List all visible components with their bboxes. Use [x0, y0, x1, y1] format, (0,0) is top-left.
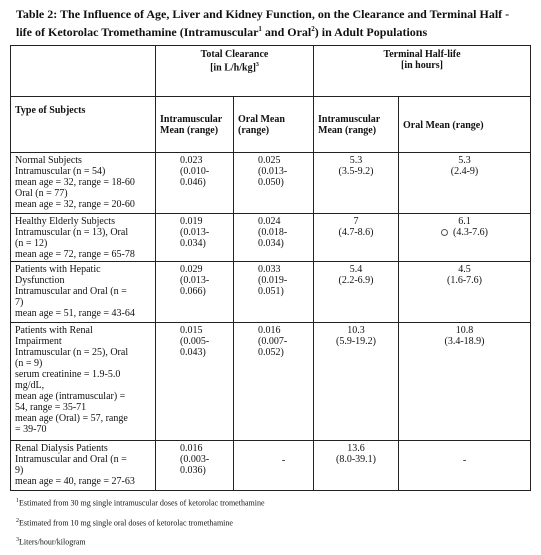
subjects-cell	[11, 262, 156, 323]
clearance-im-cell-line: (0.013-	[180, 275, 210, 286]
subjects-cell-line: Renal Dialysis Patients	[15, 443, 108, 454]
clearance-oral-cell-line: 0.052)	[258, 347, 284, 358]
clearance-oral-cell-line: 0.050)	[258, 177, 284, 188]
clearance-im-cell	[156, 262, 234, 323]
type-of-subjects-header: Type of Subjects	[11, 97, 156, 153]
subjects-cell-line: mean age = 32, range = 18-60	[15, 177, 135, 188]
clearance-im-cell	[156, 214, 234, 262]
clearance-oral-cell-line: (0.018-	[258, 227, 288, 238]
half-life-im-cell	[314, 262, 399, 323]
pharmacokinetics-table	[10, 45, 531, 491]
clearance-im-cell	[156, 441, 234, 491]
title-sup1: 1	[258, 25, 262, 33]
footnote-2-text: Estimated from 10 mg single oral doses of ketorolac tromethamine	[19, 518, 233, 528]
half-life-oral-cell-line: 4.5	[458, 264, 471, 275]
clearance-im-cell-line: 0.046)	[180, 177, 206, 188]
clearance-im-cell-line: (0.010-	[180, 166, 210, 177]
subjects-cell-line: 9)	[15, 465, 24, 476]
subjects-cell-line: Intramuscular (n = 13), Oral	[15, 227, 129, 238]
half-life-oral-cell-line: (1.6-7.6)	[447, 275, 482, 286]
subjects-cell-line: Patients with Renal	[15, 325, 93, 336]
subjects-cell-line: mg/dL,	[15, 380, 45, 391]
subjects-cell-line: Intramuscular (n = 25), Oral	[15, 347, 129, 358]
half-life-im-cell	[314, 441, 399, 491]
subjects-cell-line: Impairment	[15, 336, 62, 347]
clearance-oral-cell	[234, 323, 314, 441]
subjects-cell-line: Dysfunction	[15, 275, 65, 286]
half-life-oral-cell	[399, 323, 531, 441]
clearance-oral-cell-line: 0.034)	[258, 238, 284, 249]
clearance-im-cell-line: (0.005-	[180, 336, 210, 347]
clearance-oral-cell-line: 0.016	[258, 325, 281, 336]
table-row	[11, 441, 531, 491]
subjects-cell-line: 7)	[15, 297, 24, 308]
subjects-cell-line: Healthy Elderly Subjects	[15, 216, 115, 227]
hl-oral-header: Oral Mean (range)	[399, 97, 531, 153]
half-life-im-cell	[314, 153, 399, 214]
clearance-oral-cell-line: -	[281, 455, 286, 466]
half-life-im-cell	[314, 323, 399, 441]
total-clearance-unit: [in L/h/kg]	[210, 62, 256, 74]
clearance-oral-cell-line: 0.051)	[258, 286, 284, 297]
subjects-cell-line: serum creatinine = 1.9-5.0	[15, 369, 121, 380]
half-life-im-cell-line: (8.0-39.1)	[336, 454, 376, 465]
clearance-oral-cell-line: 0.033	[258, 264, 281, 275]
half-life-im-cell-line: 5.4	[349, 264, 363, 275]
clearance-im-cell-line: 0.019	[180, 216, 203, 227]
half-life-oral-cell-line: 10.8	[455, 325, 474, 336]
footnote-3-text: Liters/hour/kilogram	[19, 537, 86, 547]
table-row	[11, 214, 531, 262]
table-row	[11, 323, 531, 441]
subjects-cell-line: Patients with Hepatic	[15, 264, 101, 275]
half-life-oral-cell-line: -	[462, 455, 467, 466]
footnote-3	[16, 535, 531, 548]
clearance-im-cell-line: 0.015	[180, 325, 203, 336]
subjects-cell-line: mean age = 51, range = 43-64	[15, 308, 135, 319]
cl-im-header: Intramuscular Mean (range)	[156, 97, 234, 153]
clearance-oral-cell-line: 0.024	[258, 216, 281, 227]
half-life-im-cell-line: (5.9-19.2)	[336, 336, 376, 347]
half-life-im-cell-line: 10.3	[347, 325, 365, 336]
hl-im-header: Intramuscular Mean (range)	[314, 97, 399, 153]
clearance-oral-cell	[234, 153, 314, 214]
half-life-oral-cell	[399, 153, 531, 214]
footnote-2-sup: 2	[16, 517, 19, 524]
half-life-oral-cell-line: (2.4-9)	[450, 166, 479, 177]
half-life-im-cell	[314, 214, 399, 262]
group-header-row	[11, 46, 531, 97]
subjects-cell-line: (n = 9)	[15, 358, 43, 369]
clearance-im-cell-line: (0.013-	[180, 227, 210, 238]
title-part2: and Oral	[261, 25, 312, 39]
terminal-half-life-label: Terminal Half-life	[383, 49, 461, 60]
subjects-cell-line: Intramuscular (n = 54)	[15, 166, 106, 177]
total-clearance-unit-line	[160, 60, 309, 73]
clearance-oral-cell-line: (0.019-	[258, 275, 288, 286]
empty-header-cell	[11, 46, 156, 97]
clearance-im-cell-line: 0.043)	[180, 347, 206, 358]
title-part1: Table 2: The Influence of Age, Liver and Kidney Function, on the Clearance and Terminal Half - life of Ketorolac Tromethamine (Intramuscular	[16, 7, 510, 39]
clearance-im-cell	[156, 323, 234, 441]
subjects-cell-line: mean age = 72, range = 65-78	[15, 249, 135, 260]
terminal-half-life-unit: [in hours]	[401, 60, 443, 71]
table-title	[16, 7, 526, 40]
table-row	[11, 153, 531, 214]
subjects-cell-line: mean age = 40, range = 27-63	[15, 476, 135, 487]
title-sup2: 2	[311, 25, 315, 33]
footnote-1-text: Estimated from 30 mg single intramuscular doses of ketorolac tromethamine	[19, 498, 265, 508]
half-life-im-cell-line: 13.6	[347, 443, 365, 454]
clearance-im-cell	[156, 153, 234, 214]
subjects-cell-line: Normal Subjects	[15, 155, 82, 166]
clearance-im-cell-line: 0.034)	[180, 238, 206, 249]
half-life-oral-cell-line: (4.3-7.6)	[453, 227, 488, 238]
half-life-oral-cell	[399, 214, 531, 262]
circle-marker-icon	[441, 229, 448, 236]
subjects-cell	[11, 153, 156, 214]
subjects-cell-line: (n = 12)	[15, 238, 48, 249]
document-page	[10, 7, 531, 555]
total-clearance-header	[156, 46, 314, 97]
subjects-cell	[11, 441, 156, 491]
clearance-oral-cell	[234, 262, 314, 323]
subjects-cell-line: mean age (intramuscular) =	[15, 391, 126, 402]
half-life-im-cell-line: (4.7-8.6)	[338, 227, 374, 238]
clearance-oral-cell-line: 0.025	[258, 155, 281, 166]
clearance-oral-cell-line: (0.013-	[258, 166, 288, 177]
total-clearance-label: Total Clearance	[200, 49, 269, 60]
footnote-1-sup: 1	[16, 498, 19, 504]
range-line-with-marker	[403, 227, 526, 238]
half-life-im-cell-line: (2.2-6.9)	[338, 275, 374, 286]
sub-header-row	[11, 97, 531, 153]
cl-oral-header: Oral Mean (range)	[234, 97, 314, 153]
title-part3: ) in Adult Populations	[314, 25, 428, 39]
clearance-oral-cell	[234, 441, 314, 491]
footnote-3-sup: 3	[16, 537, 19, 544]
half-life-oral-cell-line: 5.3	[458, 155, 471, 166]
subjects-cell	[11, 323, 156, 441]
subjects-cell	[11, 214, 156, 262]
subjects-cell-line: = 39-70	[15, 424, 47, 435]
subjects-cell-line: 54, range = 35-71	[15, 402, 87, 413]
clearance-im-cell-line: 0.036)	[180, 465, 206, 476]
clearance-im-cell-line: 0.029	[180, 264, 203, 275]
footnote-1	[16, 496, 531, 509]
half-life-im-cell-line: 5.3	[349, 155, 363, 166]
table-row	[11, 262, 531, 323]
clearance-oral-cell-line: (0.007-	[258, 336, 288, 347]
total-clearance-sup: 3	[255, 62, 259, 68]
clearance-oral-cell	[234, 214, 314, 262]
subjects-cell-line: mean age (Oral) = 57, range	[15, 413, 128, 424]
half-life-oral-cell	[399, 441, 531, 491]
half-life-oral-cell-line: (3.4-18.9)	[444, 336, 485, 347]
subjects-cell-line: Intramuscular and Oral (n =	[15, 454, 127, 465]
half-life-im-cell-line: (3.5-9.2)	[338, 166, 374, 177]
clearance-im-cell-line: 0.016	[180, 443, 203, 454]
table-body	[11, 153, 531, 491]
subjects-cell-line: mean age = 32, range = 20-60	[15, 199, 135, 210]
subjects-cell-line: Oral (n = 77)	[15, 188, 68, 199]
terminal-half-life-header	[314, 46, 531, 97]
half-life-oral-cell-line: 6.1	[458, 216, 471, 227]
footnotes	[10, 496, 531, 548]
clearance-im-cell-line: 0.023	[180, 155, 203, 166]
subjects-cell-line: Intramuscular and Oral (n =	[15, 286, 127, 297]
footnote-2	[16, 516, 531, 529]
clearance-im-cell-line: 0.066)	[180, 286, 206, 297]
half-life-oral-cell	[399, 262, 531, 323]
clearance-im-cell-line: (0.003-	[180, 454, 210, 465]
half-life-im-cell-line: 7	[353, 216, 359, 227]
